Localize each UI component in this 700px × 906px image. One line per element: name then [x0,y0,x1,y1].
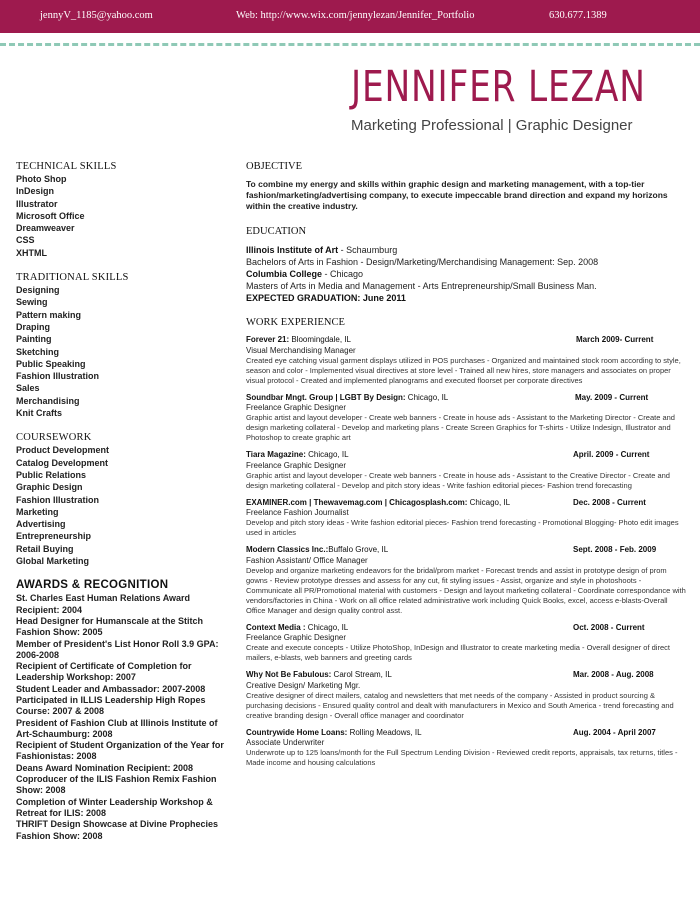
job-entry [246,450,686,491]
job-company: EXAMINER.com | Thewavemag.com | Chicagosplash.com: [246,497,468,507]
job-title: Fashion Assistant/ Office Manager [246,555,368,565]
coursework-item: Catalog Development [16,457,109,468]
objective-heading: OBJECTIVE [246,161,302,172]
job-dates: Sept. 2008 - Feb. 2009 [573,545,657,554]
job-header [246,498,686,509]
traditional-skill-item: Knit Crafts [16,408,63,419]
job-title: Creative Design/ Marketing Mgr. [246,680,361,690]
award-item: Member of President's List Honor Roll 3.9 GPA: 2006-2008 [16,638,219,660]
education-degree-2: Masters of Arts in Media and Management - Arts Entrepreneurship/Small Business Man. [246,281,597,291]
job-dates: March 2009- Current [576,335,654,344]
traditional-skill-item: Public Speaking [16,358,86,369]
job-location: Chicago, IL [405,392,449,402]
coursework-heading: COURSEWORK [16,432,92,444]
coursework-item: Global Marketing [16,556,90,567]
job-entry [246,670,686,721]
coursework-item: Fashion Illustration [16,494,100,505]
education-expected: EXPECTED GRADUATION: June 2011 [246,293,406,303]
left-column [16,160,236,842]
job-header [246,545,686,556]
job-description: Develop and organize marketing endeavors for the bridal/prom market - Forecast trends and assist in prototype design of prom gowns - Review prototype dresses and assess for any cut, fit styling issues - Assist, organize and style in photoshoots -Communicate all PR/Promotional material with customers - Design and layout marketing collateral - Coordinate correspondance with vendors/factories in China - Work on all office related administrative work including Quick Books, excel, access e-blasts-Overall Office Manager and design quality control asst. [246,565,686,615]
technical-skill-item: InDesign [16,186,55,197]
job-description: Creative designer of direct mailers, catalog and newsletters that met needs of the company - Assisted in product sourcing & purchasing decisions - Ensured quality control and dealt with manufacturers in Mexico and South America - trend forecasting and creative branding design - Overall office manager and coordinator [246,690,674,720]
education-degree-1: Bachelors of Arts in Fashion - Design/Marketing/Merchandising Management: Sep. 2008 [246,257,599,267]
work-heading: WORK EXPERIENCE [246,317,345,328]
job-dates: Aug. 2004 - April 2007 [573,727,656,737]
technical-skills-heading: TECHNICAL SKILLS [16,161,117,172]
traditional-skills-list [16,284,236,419]
traditional-skills-section [16,271,236,419]
resume-subtitle: Marketing Professional | Graphic Designer [351,117,633,134]
technical-skill-item: Microsoft Office [16,210,85,221]
award-item: Recipient of Certificate of Completion for Leadership Workshop: 2007 [16,661,192,683]
job-header [246,335,686,346]
awards-list [16,593,231,842]
coursework-item: Product Development [16,445,110,456]
right-column [246,160,686,775]
job-header [246,623,686,634]
job-dates: Oct. 2008 - Current [573,622,645,632]
awards-heading: AWARDS & RECOGNITION [16,579,169,592]
technical-skill-item: XHTML [16,247,47,258]
job-description: Underwrote up to 125 loans/month for the Full Spectrum Lending Division - Reviewed credit reports, appraisals, tax returns, titles - Made income and housing calculations [246,748,678,767]
job-description: Graphic artist and layout developer - Create web banners - Create in house ads - Assistant to the Creative Director - Create and design marketing collateral - Develop and pitch story ideas - Write fashion editorial pieces- Fashion trend forecasting [246,470,670,490]
job-location: Rolling Meadows, IL [347,727,422,737]
traditional-skill-item: Fashion Illustration [16,371,100,382]
work-experience-list [246,335,686,768]
job-title: Visual Merchandising Manager [246,345,356,355]
award-item: Coproducer of the ILIS Fashion Remix Fashion Show: 2008 [16,774,217,796]
technical-skill-item: Illustrator [16,198,58,209]
traditional-skills-heading: TRADITIONAL SKILLS [16,272,129,284]
education-section [246,244,686,304]
job-description: Create and execute concepts - Utilize PhotoShop, InDesign and Illustrator to create marketing media - Overall designer of direct mailers, e-blasts, web banners and greeting cards [246,643,670,662]
job-entry [246,728,686,769]
header-email[interactable]: jennyV_1185@yahoo.com [40,10,153,21]
traditional-skill-item: Painting [16,334,52,345]
job-location: Buffalo Grove, IL [328,545,389,554]
job-header [246,670,686,681]
education-heading: EDUCATION [246,226,307,237]
job-header [246,728,686,739]
resume-name: JENNIFER LEZAN [351,62,646,112]
education-school-1: Illinois Institute of Art - Schaumburg [246,245,398,255]
traditional-skill-item: Sales [16,383,40,394]
job-header [246,450,686,461]
job-company: Countrywide Home Loans: [246,727,348,737]
coursework-item: Public Relations [16,469,87,480]
award-item: Student Leader and Ambassador: 2007-2008 [16,683,206,694]
job-description: Develop and pitch story ideas - Write fashion editorial pieces- Fashion trend forecasting - Promotional Blogging- Photo edit images used in articles [246,518,679,537]
job-title: Freelance Graphic Designer [246,633,347,642]
job-dates: Dec. 2008 - Current [573,497,646,507]
job-company: Modern Classics Inc.: [246,545,329,554]
job-header [246,393,686,404]
job-company: Soundbar Mngt. Group | LGBT By Design: [246,392,406,402]
job-company: Tiara Magazine: [246,450,306,459]
technical-skill-item: Photo Shop [16,174,67,184]
technical-skill-item: Dreamweaver [16,223,75,234]
coursework-list [16,444,236,567]
award-item: Completion of Winter Leadership Workshop & Retreat for ILIS: 2008 [16,796,213,818]
job-company: Forever 21: [246,335,290,344]
award-item: St. Charles East Human Relations Award Recipient: 2004 [16,593,191,615]
awards-section [16,579,236,842]
coursework-item: Marketing [16,506,59,517]
job-location: Bloomingdale, IL [289,335,351,344]
traditional-skill-item: Merchandising [16,395,80,406]
coursework-item: Entrepreneurship [16,531,92,542]
award-item: President of Fashion Club at Illinois Institute of Art-Schaumburg: 2008 [16,717,218,739]
job-entry [246,393,686,444]
job-title: Freelance Graphic Designer [246,403,347,412]
job-location: Carol Stream, IL [331,670,392,679]
objective-text: To combine my energy and skills within graphic design and marketing management, with a top-tier fashion/marketing/advertising company, to execute impeccable brand direction and expand my horizons within the creative industry. [246,179,668,211]
education-school-2: Columbia College - Chicago [246,269,364,279]
award-item: Participated in ILLIS Leadership High Ropes Course: 2007 & 2008 [16,694,206,717]
job-dates: April. 2009 - Current [573,450,650,459]
technical-skills-section [16,160,236,259]
job-dates: May. 2009 - Current [575,392,649,402]
job-description: Created eye catching visual garment displays utilized in POS purchases - Organized and maintained stock room according to style, season and color - Implemented visual directives at store level - Trained all new hires, store managers and associates on proper visual protocol - Created and implemented planograms and executed floorset per corporate directives [246,355,681,385]
technical-skill-item: CSS [16,235,35,246]
job-entry [246,545,686,616]
coursework-item: Graphic Design [16,482,83,493]
traditional-skill-item: Draping [16,321,51,332]
coursework-item: Retail Buying [16,543,74,554]
job-entry [246,498,686,539]
traditional-skill-item: Sketching [16,346,60,357]
coursework-item: Advertising [16,519,66,530]
award-item: Deans Award Nomination Recipient: 2008 [16,762,194,773]
job-location: Chicago, IL [305,622,349,632]
job-title: Associate Underwriter [246,738,325,747]
traditional-skill-item: Pattern making [16,309,82,320]
job-company: Why Not Be Fabulous: [246,670,332,679]
dashed-divider [0,43,700,46]
header-phone: 630.677.1389 [549,10,607,21]
job-dates: Mar. 2008 - Aug. 2008 [573,670,654,679]
job-location: Chicago, IL [467,497,511,507]
technical-skills-list [16,173,236,259]
job-title: Freelance Fashion Journalist [246,508,349,517]
award-item: THRIFT Design Showcase at Divine Prophecies Fashion Show: 2008 [16,819,219,841]
job-entry [246,623,686,664]
traditional-skill-item: Sewing [16,297,48,308]
award-item: Head Designer for Humanscale at the Stitch Fashion Show: 2005 [16,615,204,638]
traditional-skill-item: Designing [16,285,60,296]
job-location: Chicago, IL [305,450,349,459]
contact-bar [0,0,700,33]
job-title: Freelance Graphic Designer [246,460,347,470]
award-item: Recipient of Student Organization of the Year for Fashionistas: 2008 [16,740,224,762]
header-website[interactable]: Web: http://www.wix.com/jennylezan/Jennifer_Portfolio [236,10,475,21]
coursework-section [16,431,236,567]
job-entry [246,335,686,386]
job-company: Context Media : [246,622,306,632]
job-description: Graphic artist and layout developer - Create web banners - Create in house ads - Assistant to the Marketing Director - Create and design marketing collateral - Develop and marketing plans - Create Screen Graphics for T-shirts - Utilize Indesign, Illustrator and Photoshop to create graphic art [246,413,675,442]
